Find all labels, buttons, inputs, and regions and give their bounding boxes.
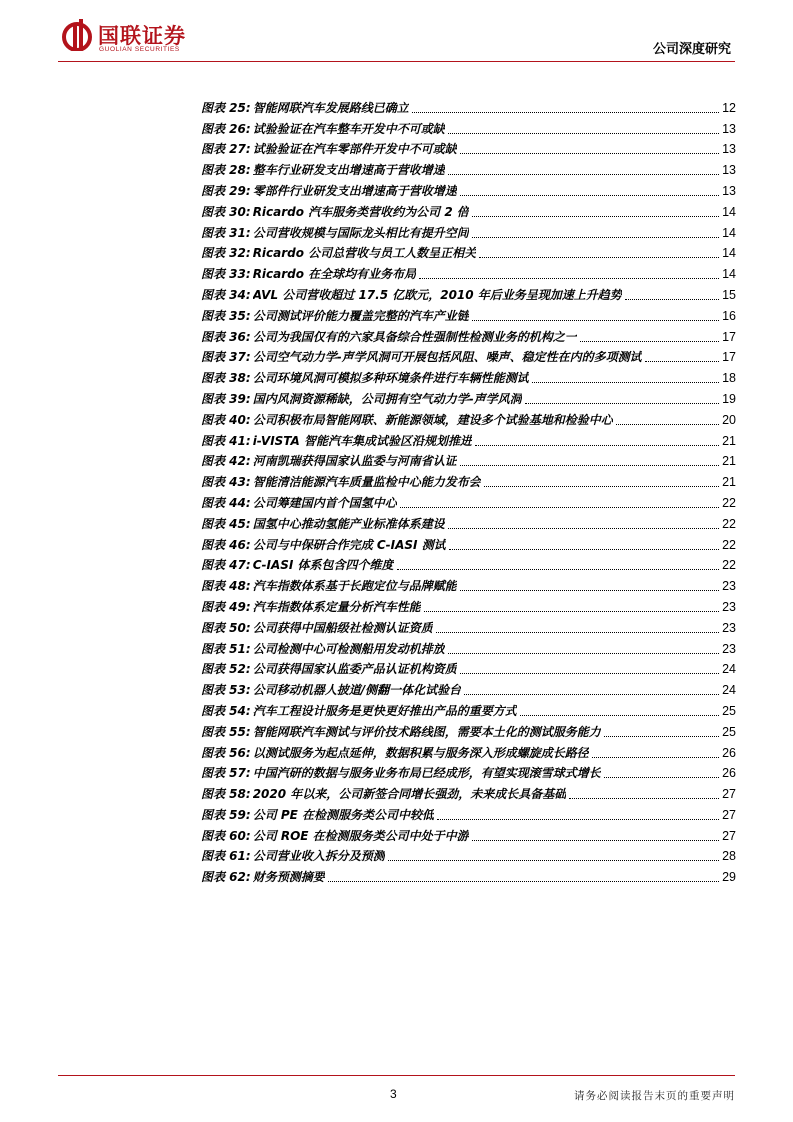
toc-figure-number: 图表 27: xyxy=(201,142,251,157)
toc-page-number: 21 xyxy=(722,454,736,469)
toc-entry[interactable] xyxy=(201,844,736,865)
toc-entry[interactable] xyxy=(201,428,736,449)
toc-leader-dots xyxy=(397,569,720,570)
toc-title: 公司 PE 在检测服务类公司中较低 xyxy=(252,807,435,822)
toc-leader-dots xyxy=(520,715,719,716)
toc-title: 2020 年以来，公司新签合同增长强劲，未来成长具备基础 xyxy=(252,787,567,802)
toc-page-number: 24 xyxy=(722,683,736,698)
toc-entry[interactable] xyxy=(201,511,736,532)
toc-figure-number: 图表 39: xyxy=(201,391,251,406)
toc-leader-dots xyxy=(472,840,719,841)
toc-page-number: 13 xyxy=(722,142,736,157)
toc-title: 零部件行业研发支出增速高于营收增速 xyxy=(252,183,457,198)
toc-page-number: 21 xyxy=(722,433,736,448)
toc-figure-number: 图表 60: xyxy=(201,828,251,843)
toc-entry[interactable] xyxy=(201,740,736,761)
toc-leader-dots xyxy=(460,195,719,196)
toc-leader-dots xyxy=(424,611,719,612)
toc-figure-number: 图表 35: xyxy=(201,308,251,323)
toc-figure-number: 图表 48: xyxy=(201,579,251,594)
toc-title: 公司环境风洞可模拟多种环境条件进行车辆性能测试 xyxy=(252,371,529,386)
toc-leader-dots xyxy=(448,133,719,134)
toc-page-number: 29 xyxy=(722,870,736,885)
toc-entry[interactable] xyxy=(201,116,736,137)
toc-page-number: 25 xyxy=(722,724,736,739)
toc-leader-dots xyxy=(419,278,719,279)
toc-page-number: 23 xyxy=(722,620,736,635)
toc-figure-number: 图表 44: xyxy=(201,495,251,510)
header-divider xyxy=(58,61,735,62)
toc-figure-number: 图表 28: xyxy=(201,163,251,178)
toc-page-number: 27 xyxy=(722,787,736,802)
toc-title: i-VISTA 智能汽车集成试验区沿规划推进 xyxy=(252,433,473,448)
report-type-label: 公司深度研究 xyxy=(652,42,731,57)
toc-title: 公司测试评价能力覆盖完整的汽车产业链 xyxy=(252,308,469,323)
toc-leader-dots xyxy=(464,694,719,695)
page-header xyxy=(0,0,793,70)
toc-figure-number: 图表 58: xyxy=(201,787,251,802)
toc-title: 河南凯瑞获得国家认监委与河南省认证 xyxy=(252,454,457,469)
toc-entry[interactable] xyxy=(201,199,736,220)
footer-divider xyxy=(58,1075,735,1076)
toc-title: AVL 公司营收超过 17.5 亿欧元，2010 年后业务呈现加速上升趋势 xyxy=(252,287,622,302)
toc-figure-number: 图表 62: xyxy=(201,870,251,885)
toc-leader-dots xyxy=(460,153,719,154)
toc-entry[interactable] xyxy=(201,698,736,719)
toc-entry[interactable] xyxy=(201,137,736,158)
toc-title: 汽车指数体系定量分析汽车性能 xyxy=(252,599,421,614)
toc-figure-number: 图表 41: xyxy=(201,433,251,448)
toc-title: 国氢中心推动氢能产业标准体系建设 xyxy=(252,516,445,531)
toc-figure-number: 图表 40: xyxy=(201,412,251,427)
toc-figure-number: 图表 31: xyxy=(201,225,251,240)
toc-page-number: 14 xyxy=(722,204,736,219)
toc-title: 试验验证在汽车零部件开发中不可或缺 xyxy=(252,142,457,157)
toc-figure-number: 图表 52: xyxy=(201,662,251,677)
toc-entry[interactable] xyxy=(201,532,736,553)
toc-leader-dots xyxy=(460,590,719,591)
toc-page-number: 14 xyxy=(722,225,736,240)
toc-entry[interactable] xyxy=(201,220,736,241)
toc-page-number: 24 xyxy=(722,662,736,677)
figure-list xyxy=(201,95,736,885)
toc-page-number: 27 xyxy=(722,828,736,843)
toc-entry[interactable] xyxy=(201,594,736,615)
toc-figure-number: 图表 43: xyxy=(201,475,251,490)
toc-figure-number: 图表 49: xyxy=(201,599,251,614)
toc-figure-number: 图表 42: xyxy=(201,454,251,469)
toc-figure-number: 图表 51: xyxy=(201,641,251,656)
toc-entry[interactable] xyxy=(201,178,736,199)
toc-leader-dots xyxy=(436,632,719,633)
toc-title: C-IASI 体系包含四个维度 xyxy=(252,558,394,573)
toc-entry[interactable] xyxy=(201,95,736,116)
toc-leader-dots xyxy=(460,673,719,674)
toc-page-number: 25 xyxy=(722,703,736,718)
toc-figure-number: 图表 25: xyxy=(201,100,251,115)
toc-entry[interactable] xyxy=(201,719,736,740)
toc-page-number: 19 xyxy=(722,391,736,406)
toc-page-number: 21 xyxy=(722,475,736,490)
toc-title: 财务预测摘要 xyxy=(252,870,325,885)
toc-page-number: 22 xyxy=(722,516,736,531)
toc-leader-dots xyxy=(449,549,719,550)
toc-entry[interactable] xyxy=(201,365,736,386)
toc-page-number: 17 xyxy=(722,350,736,365)
toc-page-number: 15 xyxy=(722,287,736,302)
toc-page-number: 13 xyxy=(722,163,736,178)
toc-figure-number: 图表 26: xyxy=(201,121,251,136)
toc-leader-dots xyxy=(525,403,719,404)
toc-page-number: 20 xyxy=(722,412,736,427)
toc-title: 公司移动机器人披道/侧翻一体化试验台 xyxy=(252,683,462,698)
toc-entry[interactable] xyxy=(201,386,736,407)
toc-page-number: 27 xyxy=(722,807,736,822)
toc-entry[interactable] xyxy=(201,241,736,262)
toc-title: Ricardo 公司总营收与员工人数呈正相关 xyxy=(252,246,477,261)
toc-page-number: 14 xyxy=(722,246,736,261)
toc-figure-number: 图表 53: xyxy=(201,683,251,698)
toc-leader-dots xyxy=(472,237,719,238)
toc-leader-dots xyxy=(448,174,719,175)
logo-mark-icon xyxy=(62,17,92,55)
toc-title: 智能网联汽车发展路线已确立 xyxy=(252,100,409,115)
toc-title: Ricardo 在全球均有业务布局 xyxy=(252,267,417,282)
toc-leader-dots xyxy=(569,798,719,799)
toc-leader-dots xyxy=(484,486,719,487)
toc-figure-number: 图表 36: xyxy=(201,329,251,344)
toc-entry[interactable] xyxy=(201,449,736,470)
toc-page-number: 23 xyxy=(722,641,736,656)
toc-title: 汽车指数体系基于长跑定位与品牌赋能 xyxy=(252,579,457,594)
toc-title: 公司筹建国内首个国氢中心 xyxy=(252,495,397,510)
toc-leader-dots xyxy=(580,341,719,342)
toc-leader-dots xyxy=(400,507,719,508)
toc-figure-number: 图表 57: xyxy=(201,766,251,781)
toc-entry[interactable] xyxy=(201,802,736,823)
toc-title: 公司检测中心可检测船用发动机排放 xyxy=(252,641,445,656)
toc-figure-number: 图表 37: xyxy=(201,350,251,365)
toc-entry[interactable] xyxy=(201,823,736,844)
toc-page-number: 28 xyxy=(722,849,736,864)
toc-entry[interactable] xyxy=(201,677,736,698)
toc-figure-number: 图表 29: xyxy=(201,183,251,198)
toc-title: 整车行业研发支出增速高于营收增速 xyxy=(252,163,445,178)
toc-figure-number: 图表 30: xyxy=(201,204,251,219)
toc-entry[interactable] xyxy=(201,261,736,282)
toc-title: 智能网联汽车测试与评价技术路线图，需要本土化的测试服务能力 xyxy=(252,724,601,739)
toc-leader-dots xyxy=(472,216,719,217)
toc-leader-dots xyxy=(448,653,719,654)
toc-page-number: 14 xyxy=(722,267,736,282)
toc-leader-dots xyxy=(475,445,719,446)
toc-leader-dots xyxy=(328,881,719,882)
toc-leader-dots xyxy=(532,382,719,383)
toc-page-number: 13 xyxy=(722,183,736,198)
toc-entry[interactable] xyxy=(201,157,736,178)
toc-leader-dots xyxy=(472,320,719,321)
toc-page-number: 22 xyxy=(722,495,736,510)
toc-entry[interactable] xyxy=(201,303,736,324)
toc-page-number: 26 xyxy=(722,766,736,781)
disclaimer-text: 请务必阅读报告末页的重要声明 xyxy=(574,1090,735,1102)
toc-leader-dots xyxy=(616,424,719,425)
toc-page-number: 16 xyxy=(722,308,736,323)
toc-title: 公司与中保研合作完成 C-IASI 测试 xyxy=(252,537,446,552)
toc-entry[interactable] xyxy=(201,282,736,303)
toc-title: 公司营收规模与国际龙头相比有提升空间 xyxy=(252,225,469,240)
toc-leader-dots xyxy=(592,757,719,758)
toc-figure-number: 图表 33: xyxy=(201,267,251,282)
toc-page-number: 12 xyxy=(722,100,736,115)
toc-entry[interactable] xyxy=(201,781,736,802)
toc-figure-number: 图表 54: xyxy=(201,703,251,718)
toc-title: Ricardo 汽车服务类营收约为公司 2 倍 xyxy=(252,204,469,219)
toc-entry[interactable] xyxy=(201,490,736,511)
toc-entry[interactable] xyxy=(201,324,736,345)
toc-leader-dots xyxy=(412,112,719,113)
toc-page-number: 17 xyxy=(722,329,736,344)
toc-title: 汽车工程设计服务是更快更好推出产品的重要方式 xyxy=(252,703,517,718)
toc-entry[interactable] xyxy=(201,469,736,490)
toc-title: 智能清洁能源汽车质量监检中心能力发布会 xyxy=(252,475,481,490)
toc-title: 公司积极布局智能网联、新能源领域，建设多个试验基地和检验中心 xyxy=(252,412,613,427)
toc-leader-dots xyxy=(604,777,719,778)
toc-title: 公司营业收入拆分及预测 xyxy=(252,849,385,864)
toc-leader-dots xyxy=(625,299,719,300)
toc-figure-number: 图表 56: xyxy=(201,745,251,760)
toc-entry[interactable] xyxy=(201,761,736,782)
toc-figure-number: 图表 61: xyxy=(201,849,251,864)
toc-title: 试验验证在汽车整车开发中不可或缺 xyxy=(252,121,445,136)
toc-leader-dots xyxy=(645,361,719,362)
toc-figure-number: 图表 32: xyxy=(201,246,251,261)
toc-figure-number: 图表 55: xyxy=(201,724,251,739)
toc-entry[interactable] xyxy=(201,553,736,574)
toc-figure-number: 图表 59: xyxy=(201,807,251,822)
toc-leader-dots xyxy=(448,528,719,529)
toc-leader-dots xyxy=(479,257,719,258)
logo-english-name: GUOLIAN SECURITIES xyxy=(99,46,180,53)
toc-figure-number: 图表 47: xyxy=(201,558,251,573)
toc-title: 中国汽研的数据与服务业务布局已经成形，有望实现滚雪球式增长 xyxy=(252,766,601,781)
toc-title: 以测试服务为起点延伸，数据积累与服务深入形成螺旋成长路径 xyxy=(252,745,589,760)
toc-entry[interactable] xyxy=(201,657,736,678)
logo-chinese-name: 国联证券 xyxy=(98,24,186,48)
toc-page-number: 22 xyxy=(722,558,736,573)
toc-figure-number: 图表 50: xyxy=(201,620,251,635)
toc-entry[interactable] xyxy=(201,636,736,657)
toc-page-number: 23 xyxy=(722,599,736,614)
toc-leader-dots xyxy=(604,736,719,737)
toc-title: 公司空气动力学-声学风洞可开展包括风阻、噪声、稳定性在内的多项测试 xyxy=(252,350,642,365)
toc-page-number: 26 xyxy=(722,745,736,760)
toc-entry[interactable] xyxy=(201,573,736,594)
toc-page-number: 13 xyxy=(722,121,736,136)
toc-entry[interactable] xyxy=(201,864,736,885)
page-number: 3 xyxy=(390,1087,397,1101)
toc-figure-number: 图表 34: xyxy=(201,287,251,302)
toc-title: 公司获得中国船级社检测认证资质 xyxy=(252,620,433,635)
toc-entry[interactable] xyxy=(201,615,736,636)
toc-title: 国内风洞资源稀缺，公司拥有空气动力学-声学风洞 xyxy=(252,391,522,406)
toc-figure-number: 图表 38: xyxy=(201,371,251,386)
toc-leader-dots xyxy=(460,465,719,466)
toc-page-number: 23 xyxy=(722,579,736,594)
toc-figure-number: 图表 46: xyxy=(201,537,251,552)
toc-title: 公司为我国仅有的六家具备综合性强制性检测业务的机构之一 xyxy=(252,329,577,344)
toc-page-number: 22 xyxy=(722,537,736,552)
toc-entry[interactable] xyxy=(201,407,736,428)
toc-leader-dots xyxy=(388,860,719,861)
toc-title: 公司 ROE 在检测服务类公司中处于中游 xyxy=(252,828,469,843)
toc-title: 公司获得国家认监委产品认证机构资质 xyxy=(252,662,457,677)
toc-entry[interactable] xyxy=(201,345,736,366)
toc-figure-number: 图表 45: xyxy=(201,516,251,531)
toc-page-number: 18 xyxy=(722,371,736,386)
toc-leader-dots xyxy=(437,819,719,820)
